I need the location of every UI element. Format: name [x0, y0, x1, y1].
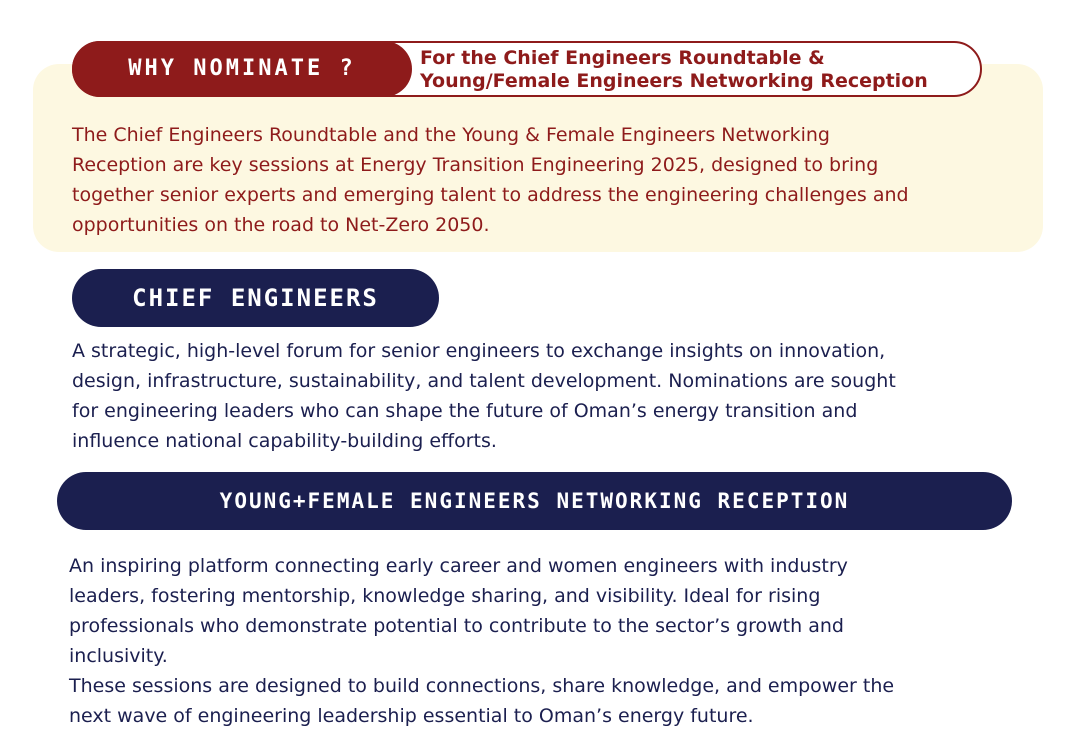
subtitle-line-1: For the Chief Engineers Roundtable & [420, 47, 825, 69]
why-nominate-header [72, 41, 982, 97]
intro-line: The Chief Engineers Roundtable and the Young & Female Engineers Networking [72, 124, 830, 146]
young-female-engineers-heading: YOUNG+FEMALE ENGINEERS NETWORKING RECEPTION [57, 472, 1012, 530]
chief-line: design, infrastructure, sustainability, and talent development. Nominations are sought [72, 370, 896, 392]
young-female-engineers-paragraph [69, 551, 1009, 731]
chief-engineers-heading: CHIEF ENGINEERS [72, 269, 439, 327]
intro-line: opportunities on the road to Net-Zero 2050. [72, 214, 490, 236]
chief-line: influence national capability-building efforts. [72, 430, 497, 452]
chief-engineers-paragraph [72, 336, 1012, 456]
chief-line: A strategic, high-level forum for senior engineers to exchange insights on innovation, [72, 340, 886, 362]
young-line: inclusivity. [69, 645, 168, 667]
young-line: leaders, fostering mentorship, knowledge sharing, and visibility. Ideal for rising [69, 585, 821, 607]
chief-line: for engineering leaders who can shape the future of Oman’s energy transition and [72, 400, 858, 422]
why-nominate-subtitle [420, 47, 928, 93]
intro-line: together senior experts and emerging talent to address the engineering challenges and [72, 184, 909, 206]
intro-line: Reception are key sessions at Energy Transition Engineering 2025, designed to bring [72, 154, 879, 176]
subtitle-line-2: Young/Female Engineers Networking Reception [420, 70, 928, 92]
young-line: professionals who demonstrate potential to contribute to the sector’s growth and [69, 615, 844, 637]
young-line: next wave of engineering leadership essential to Oman’s energy future. [69, 705, 754, 727]
young-line: An inspiring platform connecting early career and women engineers with industry [69, 555, 848, 577]
intro-paragraph [72, 120, 1022, 240]
young-line: These sessions are designed to build connections, share knowledge, and empower the [69, 675, 895, 697]
why-nominate-label: WHY NOMINATE ? [72, 41, 412, 97]
